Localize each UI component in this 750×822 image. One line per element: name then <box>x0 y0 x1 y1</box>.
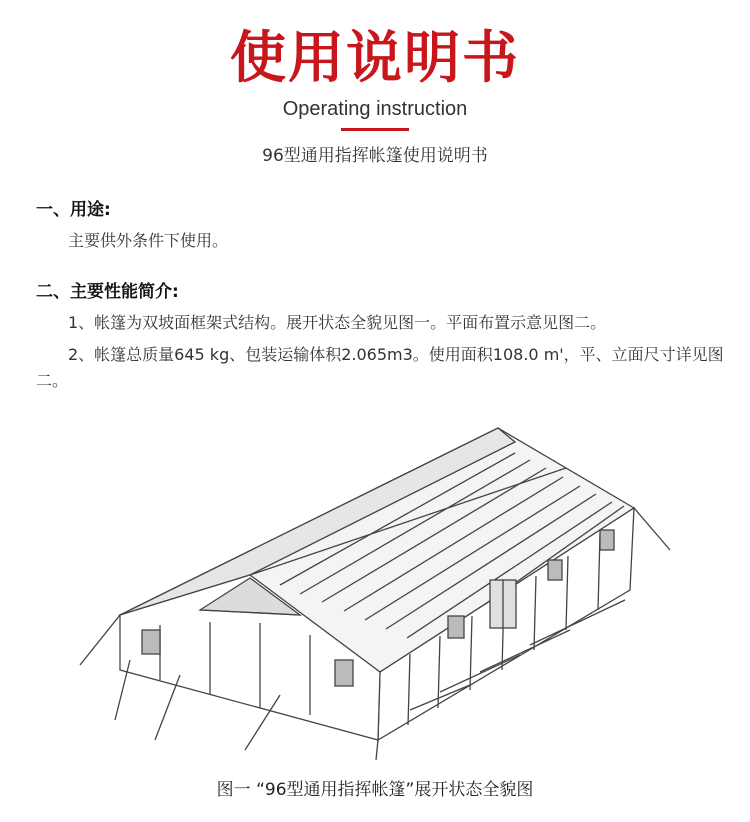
section-purpose <box>36 198 726 254</box>
page-title: 使用说明书 <box>230 26 520 91</box>
section-paragraph: 主要供外条件下使用。 <box>68 231 229 250</box>
document-subtitle: 96型通用指挥帐篷使用说明书 <box>262 146 488 166</box>
tent-drawing-icon <box>60 410 700 760</box>
section-performance <box>36 280 726 394</box>
section-paragraph: 2、帐篷总质量645 kg、包装运输体积2.065m3。使用面积108.0 m'，平、立面尺寸详见图二。 <box>36 345 724 390</box>
section-paragraph: 1、帐篷为双坡面框架式结构。展开状态全貌见图一。平面布置示意见图二。 <box>68 313 607 332</box>
figure-caption: 图一 “96型通用指挥帐篷”展开状态全貌图 <box>216 780 534 800</box>
tent-figure <box>60 410 700 760</box>
section-heading-purpose: 一、用途: <box>36 200 111 220</box>
section-heading-performance: 二、主要性能简介: <box>36 282 179 302</box>
page-title-english: Operating instruction <box>282 98 468 120</box>
title-divider <box>341 128 409 131</box>
